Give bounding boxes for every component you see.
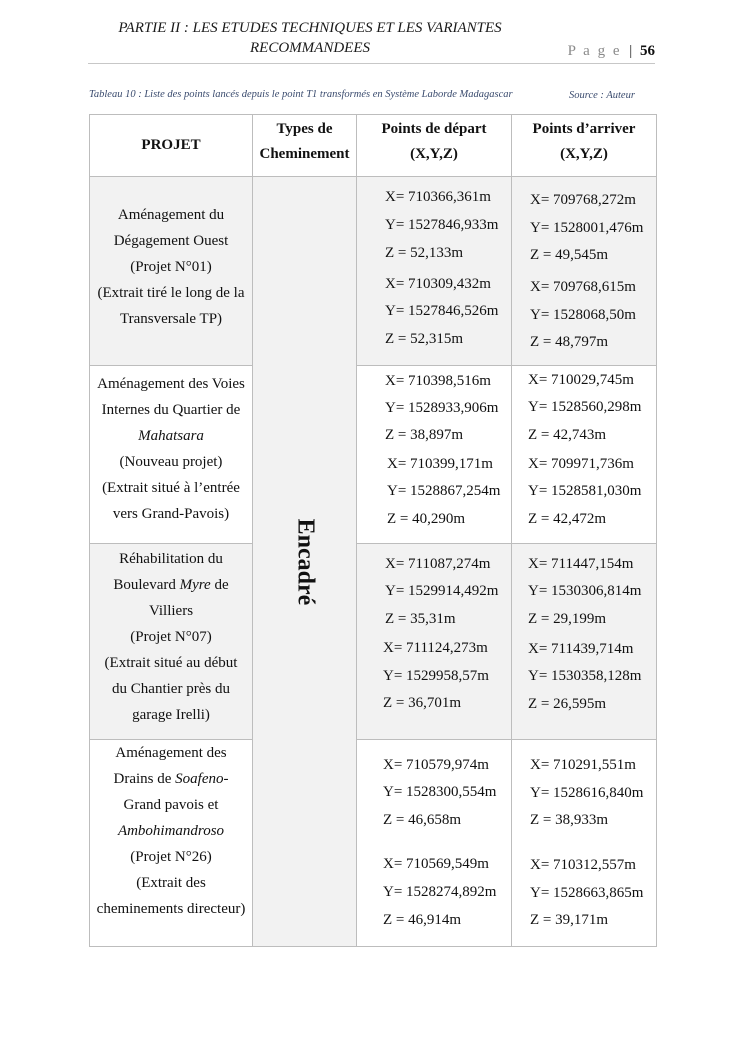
- page-separator: |: [629, 43, 633, 59]
- arrive-coord: Z = 42,472m: [528, 511, 607, 527]
- depart-coord: Z = 46,914m: [383, 912, 462, 928]
- arrive-coord: Z = 38,933m: [530, 812, 609, 828]
- page-number: 56: [640, 43, 655, 59]
- projet-line: Transversale TP): [119, 311, 223, 327]
- header-title-line-1: PARTIE II : LES ETUDES TECHNIQUES ET LES VARIANTES: [118, 20, 502, 36]
- arrive-coord: X= 710291,551m: [530, 757, 636, 773]
- header-arrive: [512, 115, 657, 177]
- depart-coord: X= 710569,549m: [383, 856, 489, 872]
- depart-coord: X= 711087,274m: [385, 556, 491, 572]
- arrive-coord: X= 711447,154m: [528, 556, 634, 572]
- arrive-coord: X= 709768,272m: [530, 192, 636, 208]
- projet-line: vers Grand-Pavois): [112, 506, 230, 522]
- arrive-coord: X= 710312,557m: [530, 857, 636, 873]
- projet-line: Réhabilitation du: [119, 551, 223, 567]
- depart-coord: Y= 1529914,492m: [385, 583, 499, 599]
- depart-coord: X= 710579,974m: [383, 757, 489, 773]
- projet-line: Grand pavois et: [123, 797, 219, 813]
- projet-line: du Chantier près du: [112, 681, 230, 697]
- arrive-coord: Y= 1528068,50m: [530, 307, 636, 323]
- depart-coord: Y= 1528867,254m: [387, 483, 501, 499]
- arrive-coord: X= 709971,736m: [528, 456, 634, 472]
- arrive-coord: Z = 39,171m: [530, 912, 609, 928]
- arrive-coord: Z = 48,797m: [530, 334, 609, 350]
- header-depart-line-2: (X,Y,Z): [410, 146, 458, 162]
- depart-coord: Y= 1528274,892m: [383, 884, 497, 900]
- arrive-coord: X= 709768,615m: [530, 279, 636, 295]
- depart-coord: X= 710309,432m: [385, 276, 491, 292]
- page-word: P a g e: [567, 43, 622, 59]
- depart-coord: Z = 36,701m: [383, 695, 462, 711]
- projet-line: Mahatsara: [138, 428, 204, 444]
- projet-line: (Extrait situé au début: [104, 655, 238, 671]
- depart-coord: X= 710398,516m: [385, 373, 491, 389]
- header-title-line-2: RECOMMANDEES: [250, 40, 370, 56]
- arrive-cell: [512, 544, 657, 740]
- projet-line: (Projet N°07): [130, 629, 212, 645]
- depart-coord: X= 710399,171m: [387, 456, 493, 472]
- arrive-coord: Y= 1528001,476m: [530, 220, 644, 236]
- header-type: [253, 115, 357, 177]
- header-arrive-line-2: (X,Y,Z): [560, 146, 608, 162]
- arrive-coord: Z = 42,743m: [528, 427, 607, 443]
- projet-line: (Projet N°26): [130, 849, 212, 865]
- table-caption: Tableau 10 : Liste des points lancés depuis le point T1 transformés en Système Laborde Madagascar: [89, 89, 513, 100]
- projet-text: de: [210, 577, 229, 593]
- projet-text: Drains de: [113, 771, 176, 787]
- type-cell: [253, 177, 357, 947]
- page-number-block: [568, 43, 655, 60]
- table-row: [90, 366, 657, 544]
- depart-coord: Y= 1528300,554m: [383, 784, 497, 800]
- projet-line: garage Irelli): [132, 707, 210, 723]
- header-projet-label: PROJET: [141, 137, 201, 153]
- projet-cell: [90, 544, 253, 740]
- header-divider: [88, 63, 655, 64]
- projet-line: Villiers: [148, 603, 194, 619]
- depart-coord: Z = 40,290m: [387, 511, 466, 527]
- projet-cell: [90, 177, 253, 366]
- projet-line: Dégagement Ouest: [113, 233, 229, 249]
- header-arrive-line-1: Points d’arriver: [532, 121, 636, 137]
- depart-cell: [357, 544, 512, 740]
- arrive-coord: Z = 49,545m: [530, 247, 609, 263]
- depart-coord: Z = 38,897m: [385, 427, 464, 443]
- projet-line: [90, 572, 252, 598]
- projet-cell: [90, 740, 253, 947]
- depart-coord: X= 710366,361m: [385, 189, 491, 205]
- page-header-title: [50, 18, 570, 58]
- arrive-cell: [512, 177, 657, 366]
- table-row: [90, 740, 657, 947]
- header-depart-line-1: Points de départ: [381, 121, 487, 137]
- type-encadre-label: Encadré: [292, 518, 318, 605]
- depart-coord: Z = 52,315m: [385, 331, 464, 347]
- arrive-coord: Y= 1528581,030m: [528, 483, 642, 499]
- projet-cell: [90, 366, 253, 544]
- projet-text: Boulevard: [113, 577, 180, 593]
- depart-coord: Z = 35,31m: [385, 611, 456, 627]
- header-type-line-1: Types de: [276, 121, 333, 137]
- projet-line: [90, 766, 252, 792]
- depart-coord: Y= 1528933,906m: [385, 400, 499, 416]
- table-source: Source : Auteur: [569, 90, 635, 101]
- projet-line: (Nouveau projet): [119, 454, 223, 470]
- table-row: [90, 177, 657, 366]
- depart-coord: Y= 1529958,57m: [383, 668, 489, 684]
- depart-cell: [357, 740, 512, 947]
- arrive-coord: Y= 1528663,865m: [530, 885, 644, 901]
- depart-coord: Y= 1527846,526m: [385, 303, 499, 319]
- arrive-coord: Y= 1530306,814m: [528, 583, 642, 599]
- projet-line: Aménagement du: [117, 207, 225, 223]
- projet-line: (Projet N°01): [130, 259, 212, 275]
- table-header-row: [90, 115, 657, 177]
- arrive-coord: Y= 1528616,840m: [530, 785, 644, 801]
- depart-coord: Z = 52,133m: [385, 245, 464, 261]
- projet-text-italic: Myre: [179, 577, 211, 593]
- header-type-line-2: Cheminement: [259, 146, 350, 162]
- projet-line: Ambohimandroso: [117, 823, 225, 839]
- projet-line: (Extrait tiré le long de la: [97, 285, 245, 301]
- projet-text-italic: Soafeno-: [175, 771, 229, 787]
- projet-line: Aménagement des: [115, 745, 227, 761]
- depart-coord: Z = 46,658m: [383, 812, 462, 828]
- projet-line: (Extrait des: [136, 875, 206, 891]
- projet-line: Internes du Quartier de: [101, 402, 241, 418]
- arrive-coord: Z = 29,199m: [528, 611, 607, 627]
- arrive-cell: [512, 366, 657, 544]
- table-row: [90, 544, 657, 740]
- projet-line: (Extrait situé à l’entrée: [102, 480, 240, 496]
- projet-line: Aménagement des Voies: [97, 376, 245, 392]
- depart-cell: [357, 366, 512, 544]
- depart-coord: X= 711124,273m: [383, 640, 488, 656]
- header-depart: [357, 115, 512, 177]
- header-projet: [90, 115, 253, 177]
- depart-cell: [357, 177, 512, 366]
- depart-coord: Y= 1527846,933m: [385, 217, 499, 233]
- arrive-coord: X= 711439,714m: [528, 641, 634, 657]
- points-table: [89, 114, 657, 947]
- arrive-coord: Y= 1528560,298m: [528, 399, 642, 415]
- projet-line: cheminements directeur): [96, 901, 246, 917]
- arrive-coord: Y= 1530358,128m: [528, 668, 642, 684]
- arrive-coord: Z = 26,595m: [528, 696, 607, 712]
- arrive-coord: X= 710029,745m: [528, 372, 634, 388]
- arrive-cell: [512, 740, 657, 947]
